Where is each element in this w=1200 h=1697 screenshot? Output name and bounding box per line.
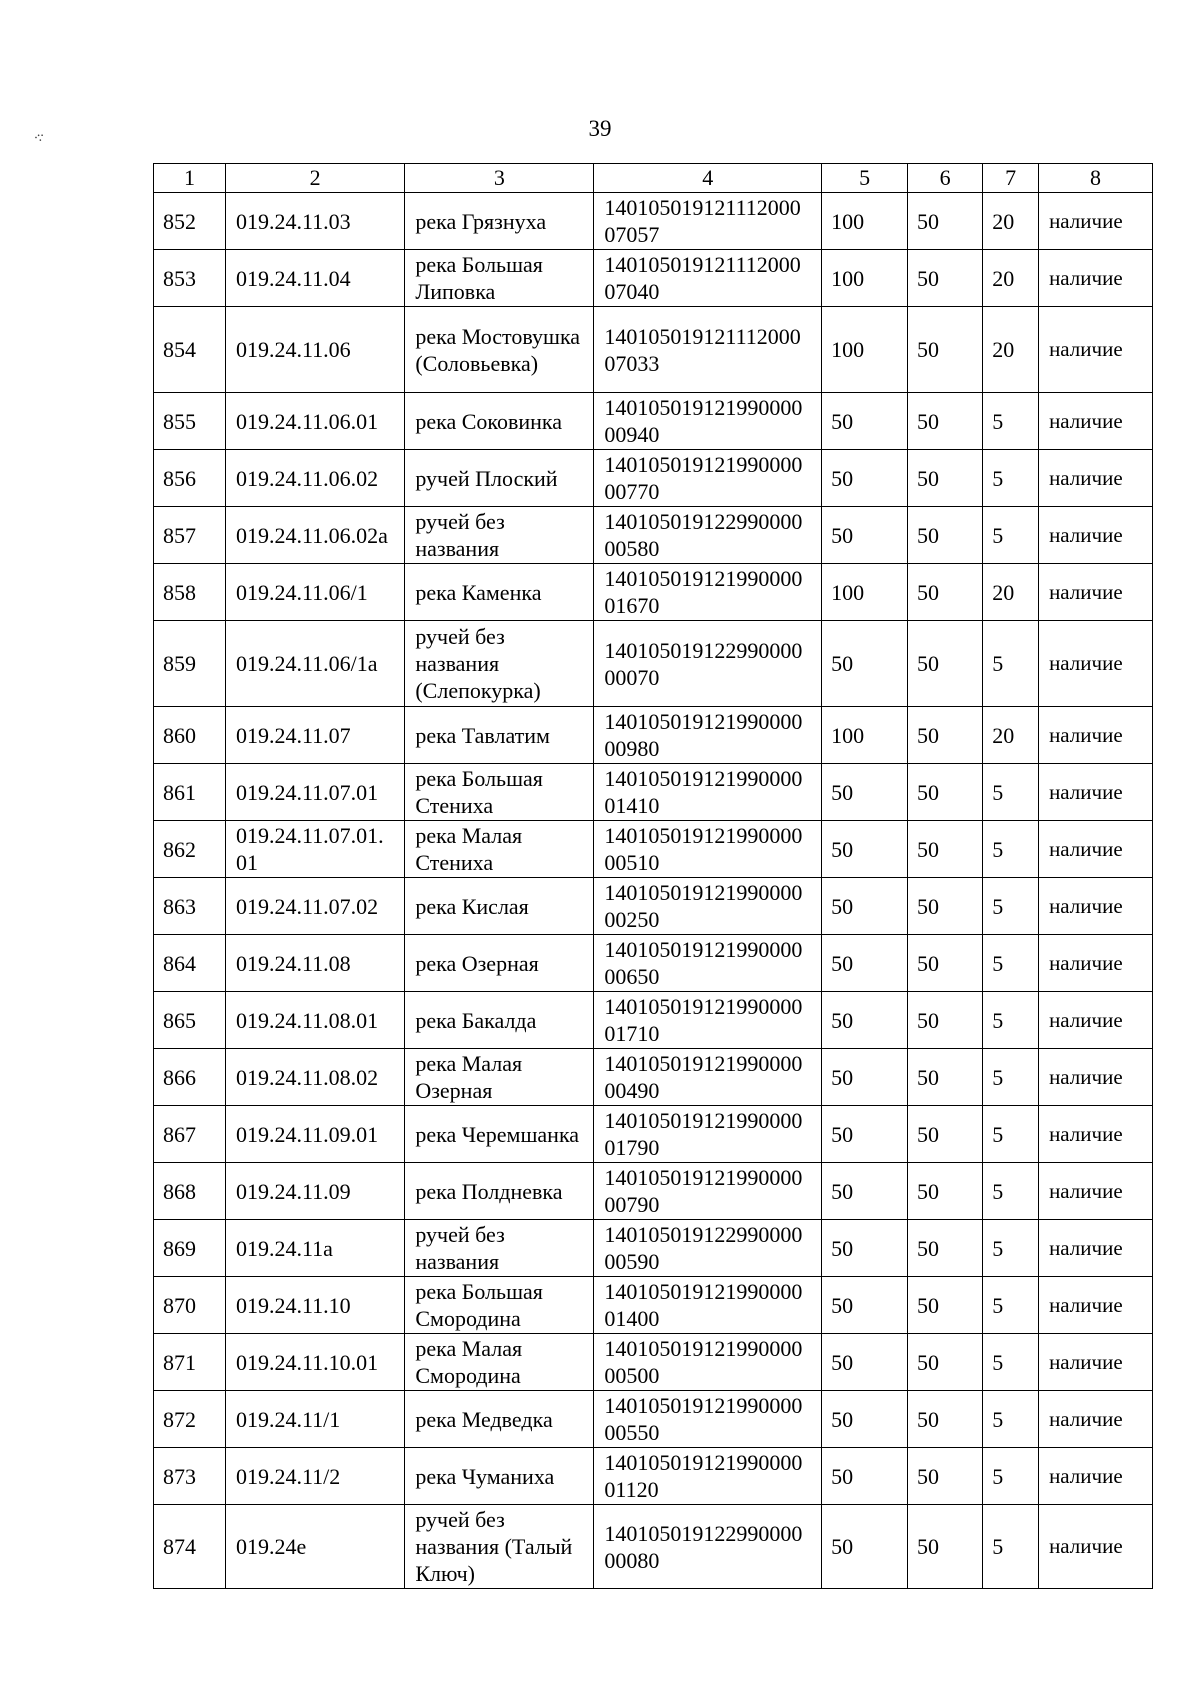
value-col6: 50 [908, 821, 983, 878]
status-cell: наличие [1039, 1448, 1153, 1505]
status-cell: наличие [1039, 1220, 1153, 1277]
scan-speck: ·:· [31, 128, 47, 147]
row-number: 867 [154, 1106, 226, 1163]
registry-id: 14010501912199000000250 [594, 878, 822, 935]
value-col5: 100 [822, 564, 908, 621]
row-number: 860 [154, 707, 226, 764]
table-row [154, 621, 1153, 707]
registry-id: 14010501912199000000490 [594, 1049, 822, 1106]
registry-id: 14010501912299000000580 [594, 507, 822, 564]
table-row [154, 935, 1153, 992]
value-col6: 50 [908, 307, 983, 393]
object-name: река Полдневка [405, 1163, 594, 1220]
status-cell: наличие [1039, 821, 1153, 878]
table-row [154, 764, 1153, 821]
registry-id: 14010501912199000000940 [594, 393, 822, 450]
object-name: река Большая Смородина [405, 1277, 594, 1334]
value-col6: 50 [908, 250, 983, 307]
object-name: река Соковинка [405, 393, 594, 450]
object-name: река Большая Липовка [405, 250, 594, 307]
value-col6: 50 [908, 393, 983, 450]
object-name: река Грязнуха [405, 193, 594, 250]
value-col7: 20 [983, 250, 1039, 307]
object-code: 019.24.11.09.01 [225, 1106, 404, 1163]
table-row [154, 1505, 1153, 1589]
object-name: река Тавлатим [405, 707, 594, 764]
registry-id: 14010501912111200007057 [594, 193, 822, 250]
value-col7: 5 [983, 1277, 1039, 1334]
status-cell: наличие [1039, 1391, 1153, 1448]
value-col7: 5 [983, 935, 1039, 992]
value-col5: 100 [822, 250, 908, 307]
registry-id: 14010501912199000000550 [594, 1391, 822, 1448]
value-col6: 50 [908, 1391, 983, 1448]
registry-id: 14010501912199000000770 [594, 450, 822, 507]
row-number: 857 [154, 507, 226, 564]
status-cell: наличие [1039, 1049, 1153, 1106]
value-col6: 50 [908, 1049, 983, 1106]
object-code: 019.24.11.08.02 [225, 1049, 404, 1106]
value-col6: 50 [908, 1277, 983, 1334]
value-col7: 5 [983, 878, 1039, 935]
object-code: 019.24.11.04 [225, 250, 404, 307]
status-cell: наличие [1039, 621, 1153, 707]
table-row [154, 1220, 1153, 1277]
status-cell: наличие [1039, 307, 1153, 393]
value-col7: 5 [983, 1220, 1039, 1277]
row-number: 868 [154, 1163, 226, 1220]
status-cell: наличие [1039, 992, 1153, 1049]
registry-id: 14010501912299000000080 [594, 1505, 822, 1589]
value-col6: 50 [908, 1220, 983, 1277]
table-row [154, 1049, 1153, 1106]
object-name: река Мостовушка (Соловьевка) [405, 307, 594, 393]
row-number: 870 [154, 1277, 226, 1334]
value-col7: 5 [983, 1106, 1039, 1163]
row-number: 852 [154, 193, 226, 250]
object-name: река Озерная [405, 935, 594, 992]
status-cell: наличие [1039, 707, 1153, 764]
value-col5: 50 [822, 393, 908, 450]
object-code: 019.24.11.09 [225, 1163, 404, 1220]
value-col5: 50 [822, 821, 908, 878]
registry-id: 14010501912199000000510 [594, 821, 822, 878]
status-cell: наличие [1039, 450, 1153, 507]
column-header: 8 [1039, 164, 1153, 193]
status-cell: наличие [1039, 507, 1153, 564]
value-col5: 50 [822, 1163, 908, 1220]
registry-id: 14010501912199000000980 [594, 707, 822, 764]
value-col7: 5 [983, 621, 1039, 707]
object-name: река Малая Смородина [405, 1334, 594, 1391]
table-row [154, 707, 1153, 764]
column-header: 7 [983, 164, 1039, 193]
status-cell: наличие [1039, 564, 1153, 621]
value-col6: 50 [908, 764, 983, 821]
object-code: 019.24.11/1 [225, 1391, 404, 1448]
value-col7: 5 [983, 1391, 1039, 1448]
object-code: 019.24.11.03 [225, 193, 404, 250]
value-col7: 5 [983, 450, 1039, 507]
header-row [154, 164, 1153, 193]
registry-id: 14010501912299000000590 [594, 1220, 822, 1277]
object-name: ручей без названия [405, 1220, 594, 1277]
table-row [154, 1448, 1153, 1505]
value-col6: 50 [908, 992, 983, 1049]
value-col6: 50 [908, 707, 983, 764]
object-code: 019.24.11.10 [225, 1277, 404, 1334]
registry-id: 14010501912199000001120 [594, 1448, 822, 1505]
object-code: 019.24.11.08.01 [225, 992, 404, 1049]
value-col6: 50 [908, 1163, 983, 1220]
value-col7: 5 [983, 764, 1039, 821]
value-col5: 50 [822, 1277, 908, 1334]
object-name: река Бакалда [405, 992, 594, 1049]
value-col5: 50 [822, 764, 908, 821]
value-col6: 50 [908, 878, 983, 935]
column-header: 5 [822, 164, 908, 193]
value-col6: 50 [908, 1448, 983, 1505]
status-cell: наличие [1039, 935, 1153, 992]
value-col7: 20 [983, 193, 1039, 250]
status-cell: наличие [1039, 1505, 1153, 1589]
table-row [154, 1163, 1153, 1220]
row-number: 866 [154, 1049, 226, 1106]
value-col5: 50 [822, 878, 908, 935]
object-code: 019.24.11.07.01 [225, 764, 404, 821]
row-number: 858 [154, 564, 226, 621]
value-col7: 20 [983, 707, 1039, 764]
object-code: 019.24.11.06 [225, 307, 404, 393]
table-header [154, 164, 1153, 193]
value-col7: 5 [983, 393, 1039, 450]
object-code: 019.24.11.08 [225, 935, 404, 992]
table-row [154, 564, 1153, 621]
value-col7: 5 [983, 1163, 1039, 1220]
object-code: 019.24е [225, 1505, 404, 1589]
object-name: река Чуманиха [405, 1448, 594, 1505]
table-row [154, 450, 1153, 507]
object-code: 019.24.11.06.01 [225, 393, 404, 450]
registry-id: 14010501912199000000500 [594, 1334, 822, 1391]
value-col6: 50 [908, 564, 983, 621]
value-col5: 50 [822, 1505, 908, 1589]
status-cell: наличие [1039, 193, 1153, 250]
column-header: 2 [225, 164, 404, 193]
column-header: 6 [908, 164, 983, 193]
row-number: 862 [154, 821, 226, 878]
object-name: река Малая Озерная [405, 1049, 594, 1106]
row-number: 873 [154, 1448, 226, 1505]
table-body [154, 193, 1153, 1589]
value-col6: 50 [908, 450, 983, 507]
row-number: 853 [154, 250, 226, 307]
row-number: 872 [154, 1391, 226, 1448]
table-row [154, 507, 1153, 564]
object-code: 019.24.11.06.02а [225, 507, 404, 564]
row-number: 856 [154, 450, 226, 507]
value-col5: 50 [822, 621, 908, 707]
object-name: река Кислая [405, 878, 594, 935]
value-col5: 50 [822, 1334, 908, 1391]
value-col5: 50 [822, 450, 908, 507]
status-cell: наличие [1039, 1163, 1153, 1220]
value-col7: 5 [983, 1334, 1039, 1391]
registry-id: 14010501912199000001410 [594, 764, 822, 821]
row-number: 855 [154, 393, 226, 450]
value-col6: 50 [908, 935, 983, 992]
object-name: ручей без названия (Слепокурка) [405, 621, 594, 707]
row-number: 854 [154, 307, 226, 393]
value-col5: 50 [822, 935, 908, 992]
object-code: 019.24.11.07 [225, 707, 404, 764]
registry-id: 14010501912111200007033 [594, 307, 822, 393]
table-row [154, 250, 1153, 307]
status-cell: наличие [1039, 764, 1153, 821]
value-col7: 5 [983, 1505, 1039, 1589]
value-col7: 5 [983, 1049, 1039, 1106]
table-row [154, 1334, 1153, 1391]
column-header: 1 [154, 164, 226, 193]
row-number: 864 [154, 935, 226, 992]
value-col6: 50 [908, 1505, 983, 1589]
value-col5: 100 [822, 193, 908, 250]
table-row [154, 393, 1153, 450]
status-cell: наличие [1039, 1106, 1153, 1163]
status-cell: наличие [1039, 1277, 1153, 1334]
object-name: ручей без названия [405, 507, 594, 564]
row-number: 863 [154, 878, 226, 935]
registry-id: 14010501912199000000790 [594, 1163, 822, 1220]
status-cell: наличие [1039, 1334, 1153, 1391]
table-row [154, 878, 1153, 935]
object-code: 019.24.11а [225, 1220, 404, 1277]
value-col5: 50 [822, 1220, 908, 1277]
table-row [154, 1391, 1153, 1448]
row-number: 871 [154, 1334, 226, 1391]
value-col5: 50 [822, 1049, 908, 1106]
column-header: 3 [405, 164, 594, 193]
value-col5: 50 [822, 507, 908, 564]
value-col6: 50 [908, 507, 983, 564]
table-row [154, 193, 1153, 250]
table-row [154, 1106, 1153, 1163]
value-col7: 5 [983, 1448, 1039, 1505]
page-number: 39 [588, 116, 612, 141]
row-number: 869 [154, 1220, 226, 1277]
registry-id: 14010501912199000001710 [594, 992, 822, 1049]
value-col5: 50 [822, 992, 908, 1049]
value-col5: 50 [822, 1106, 908, 1163]
object-code: 019.24.11.06/1 [225, 564, 404, 621]
value-col5: 50 [822, 1448, 908, 1505]
value-col6: 50 [908, 621, 983, 707]
table-row [154, 821, 1153, 878]
value-col7: 5 [983, 507, 1039, 564]
value-col7: 20 [983, 564, 1039, 621]
registry-id: 14010501912199000001790 [594, 1106, 822, 1163]
status-cell: наличие [1039, 250, 1153, 307]
registry-id: 14010501912199000001670 [594, 564, 822, 621]
object-code: 019.24.11.07.02 [225, 878, 404, 935]
registry-id: 14010501912111200007040 [594, 250, 822, 307]
table-row [154, 992, 1153, 1049]
value-col7: 20 [983, 307, 1039, 393]
status-cell: наличие [1039, 393, 1153, 450]
object-code: 019.24.11.07.01.01 [225, 821, 404, 878]
object-code: 019.24.11.06/1а [225, 621, 404, 707]
registry-table [153, 163, 1153, 1589]
registry-id: 14010501912199000001400 [594, 1277, 822, 1334]
object-code: 019.24.11/2 [225, 1448, 404, 1505]
object-name: ручей без названия (Талый Ключ) [405, 1505, 594, 1589]
registry-id: 14010501912199000000650 [594, 935, 822, 992]
row-number: 859 [154, 621, 226, 707]
row-number: 861 [154, 764, 226, 821]
value-col5: 100 [822, 307, 908, 393]
row-number: 874 [154, 1505, 226, 1589]
row-number: 865 [154, 992, 226, 1049]
value-col6: 50 [908, 193, 983, 250]
column-header: 4 [594, 164, 822, 193]
value-col7: 5 [983, 992, 1039, 1049]
value-col7: 5 [983, 821, 1039, 878]
value-col6: 50 [908, 1334, 983, 1391]
object-code: 019.24.11.06.02 [225, 450, 404, 507]
object-name: река Малая Стениха [405, 821, 594, 878]
table-row [154, 307, 1153, 393]
value-col5: 100 [822, 707, 908, 764]
value-col6: 50 [908, 1106, 983, 1163]
value-col5: 50 [822, 1391, 908, 1448]
table-row [154, 1277, 1153, 1334]
object-name: ручей Плоский [405, 450, 594, 507]
registry-id: 14010501912299000000070 [594, 621, 822, 707]
object-name: река Черемшанка [405, 1106, 594, 1163]
object-name: река Медведка [405, 1391, 594, 1448]
object-name: река Каменка [405, 564, 594, 621]
object-code: 019.24.11.10.01 [225, 1334, 404, 1391]
status-cell: наличие [1039, 878, 1153, 935]
object-name: река Большая Стениха [405, 764, 594, 821]
